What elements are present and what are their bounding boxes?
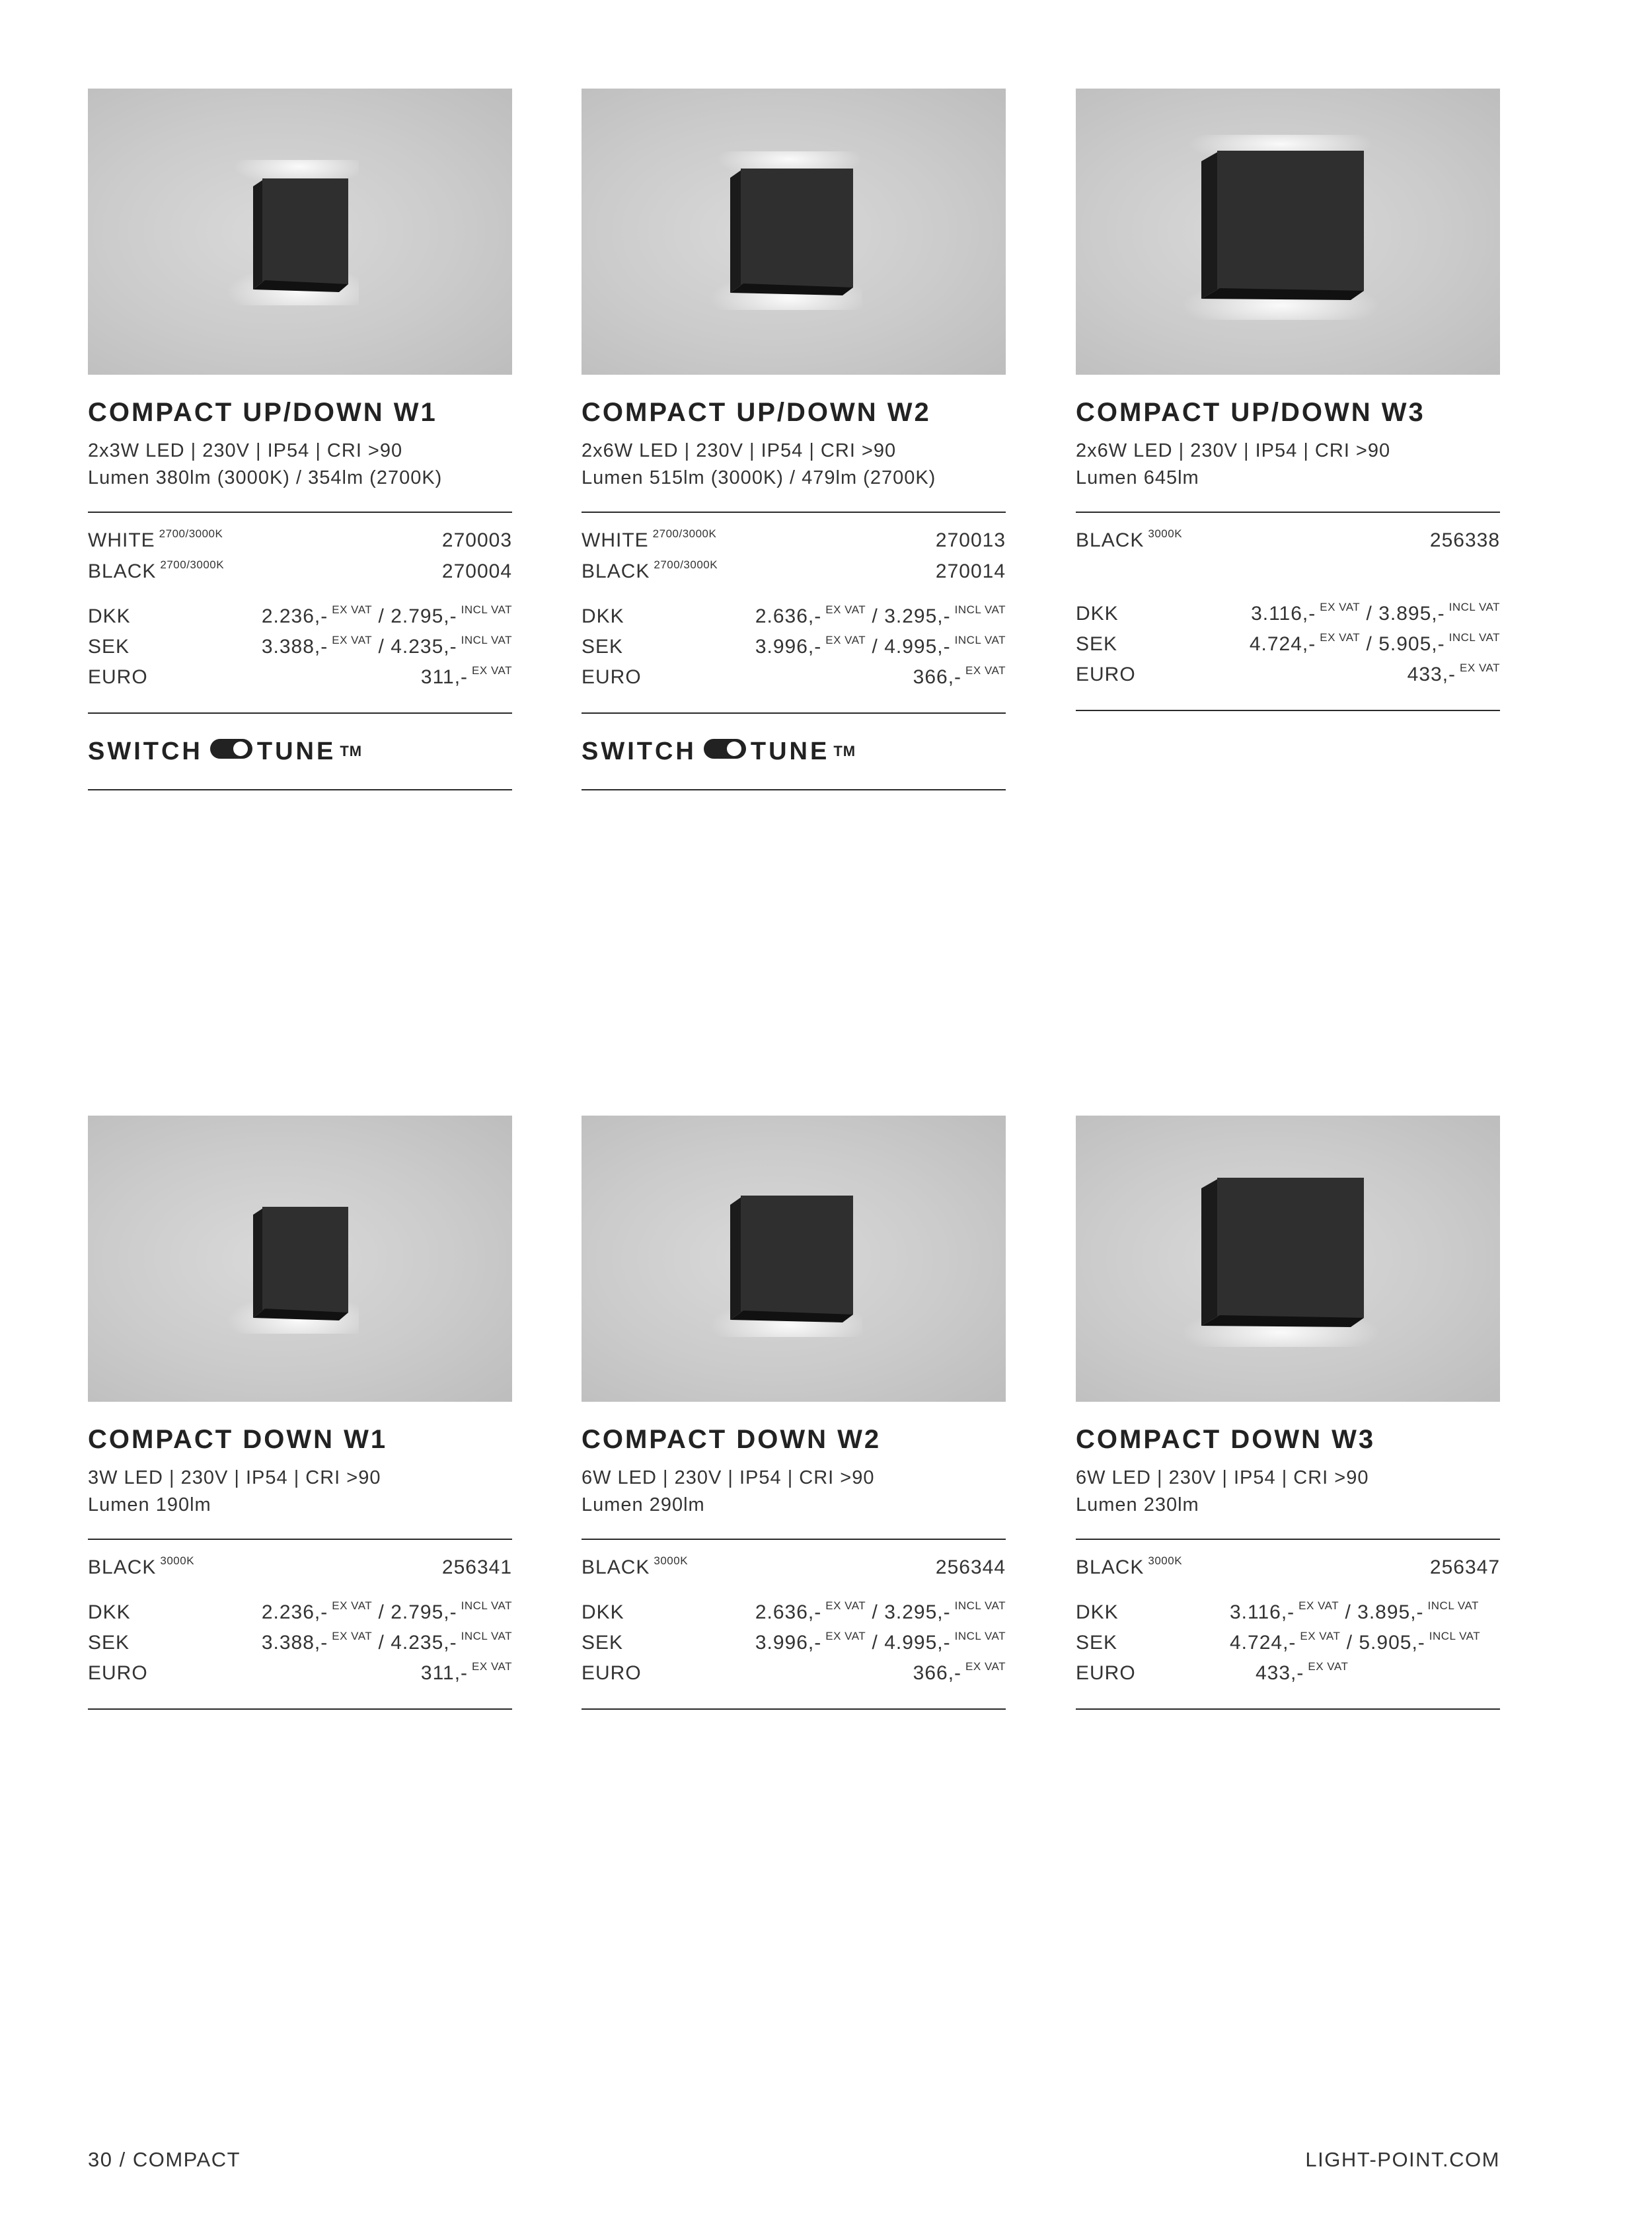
article-number: 256344 xyxy=(935,1556,1006,1578)
price-row-euro: EURO 433,- $^{EX VAT}$ xyxy=(1076,662,1500,685)
divider xyxy=(88,1708,512,1710)
variant-row: BLACK $^{3000K}$ 256338 xyxy=(1076,526,1500,557)
price-table xyxy=(88,603,512,694)
wall-lamp-image xyxy=(1168,135,1380,320)
variant-row: BLACK $^{3000K}$ 256341 xyxy=(88,1553,512,1584)
product-photo xyxy=(88,1116,512,1402)
variant-list xyxy=(582,526,1006,588)
product-lumen: Lumen 515lm (3000K) / 479lm (2700K) xyxy=(582,467,936,488)
price-row-sek: SEK 4.724,- $^{EX VAT}$ / 5.905,- $^{INCL VAT}$ xyxy=(1076,1630,1481,1654)
wall-lamp-image xyxy=(704,1178,862,1337)
price-table xyxy=(582,603,1006,694)
product-lumen: Lumen 230lm xyxy=(1076,1494,1199,1515)
price-row-dkk: DKK 2.636,- $^{EX VAT}$ / 3.295,- $^{INCL VAT}$ xyxy=(582,603,1006,627)
product-photo xyxy=(582,1116,1006,1402)
product-title: COMPACT DOWN W3 xyxy=(1076,1425,1376,1454)
price-row-dkk: DKK 2.236,- $^{EX VAT}$ / 2.795,- $^{INCL VAT}$ xyxy=(88,603,512,627)
price-table xyxy=(1076,600,1500,691)
price-table xyxy=(1076,1599,1500,1690)
price-row-dkk: DKK 3.116,- $^{EX VAT}$ / 3.895,- $^{INCL VAT}$ xyxy=(1076,1599,1479,1623)
product-card-compact-updown-w3 xyxy=(1076,89,1500,711)
wall-lamp-image xyxy=(704,151,862,310)
price-table xyxy=(88,1599,512,1690)
product-card-compact-updown-w2 xyxy=(582,89,1006,790)
variant-list xyxy=(1076,526,1500,586)
divider xyxy=(582,789,1006,790)
product-spec: 3W LED | 230V | IP54 | CRI >90 xyxy=(88,1467,381,1488)
price-row-dkk: DKK 2.236,- $^{EX VAT}$ / 2.795,- $^{INCL VAT}$ xyxy=(88,1599,512,1623)
variant-row: BLACK $^{3000K}$ 256347 xyxy=(1076,1553,1500,1584)
product-photo xyxy=(1076,89,1500,375)
product-title: COMPACT UP/DOWN W3 xyxy=(1076,398,1425,427)
price-table xyxy=(582,1599,1006,1690)
product-lumen: Lumen 290lm xyxy=(582,1494,705,1515)
divider xyxy=(88,789,512,790)
article-number: 270003 xyxy=(441,529,512,551)
price-row-euro: EURO 366,- $^{EX VAT}$ xyxy=(582,1660,1006,1684)
variant-row: BLACK $^{3000K}$ 256344 xyxy=(582,1553,1006,1584)
page-footer-label: 30 / COMPACT xyxy=(88,2148,241,2171)
article-number: 256341 xyxy=(441,1556,512,1578)
price-row-sek: SEK 4.724,- $^{EX VAT}$ / 5.905,- $^{INCL VAT}$ xyxy=(1076,631,1500,655)
product-photo xyxy=(1076,1116,1500,1402)
price-row-sek: SEK 3.388,- $^{EX VAT}$ / 4.235,- $^{INCL VAT}$ xyxy=(88,1630,512,1654)
wall-lamp-image xyxy=(220,160,359,305)
divider xyxy=(1076,512,1500,513)
wall-lamp-image xyxy=(1168,1162,1380,1347)
product-spec: 6W LED | 230V | IP54 | CRI >90 xyxy=(582,1467,875,1488)
price-row-sek: SEK 3.996,- $^{EX VAT}$ / 4.995,- $^{INCL VAT}$ xyxy=(582,634,1006,658)
product-card-compact-down-w3 xyxy=(1076,1116,1500,1710)
price-row-euro: EURO 366,- $^{EX VAT}$ xyxy=(582,664,1006,688)
product-spec: 2x6W LED | 230V | IP54 | CRI >90 xyxy=(582,440,897,461)
variant-list xyxy=(88,526,512,588)
variant-list xyxy=(582,1553,1006,1584)
product-lumen: Lumen 380lm (3000K) / 354lm (2700K) xyxy=(88,467,443,488)
divider xyxy=(1076,710,1500,711)
price-row-sek: SEK 3.996,- $^{EX VAT}$ / 4.995,- $^{INCL VAT}$ xyxy=(582,1630,1006,1654)
article-number: 270004 xyxy=(441,560,512,582)
product-spec: 6W LED | 230V | IP54 | CRI >90 xyxy=(1076,1467,1369,1488)
product-title: COMPACT UP/DOWN W2 xyxy=(582,398,931,427)
product-lumen: Lumen 645lm xyxy=(1076,467,1199,488)
divider xyxy=(1076,1539,1500,1540)
article-number: 256338 xyxy=(1429,529,1500,551)
divider xyxy=(88,712,512,714)
wall-lamp-image xyxy=(220,1188,359,1334)
product-title: COMPACT UP/DOWN W1 xyxy=(88,398,437,427)
divider xyxy=(1076,1708,1500,1710)
product-spec: 2x3W LED | 230V | IP54 | CRI >90 xyxy=(88,440,403,461)
product-photo xyxy=(88,89,512,375)
article-number: 256347 xyxy=(1429,1556,1500,1578)
article-number: 270014 xyxy=(935,560,1006,582)
price-row-euro: EURO 433,- $^{EX VAT}$ xyxy=(1076,1660,1349,1684)
divider xyxy=(582,512,1006,513)
price-row-euro: EURO 311,- $^{EX VAT}$ xyxy=(88,1660,512,1684)
price-row-dkk: DKK 2.636,- $^{EX VAT}$ / 3.295,- $^{INCL VAT}$ xyxy=(582,1599,1006,1623)
product-card-compact-down-w1 xyxy=(88,1116,512,1710)
product-photo xyxy=(582,89,1006,375)
variant-row: WHITE $^{2700/3000K}$ 270003 xyxy=(88,526,512,557)
variant-row: BLACK $^{2700/3000K}$ 270014 xyxy=(582,557,1006,588)
product-spec: 2x6W LED | 230V | IP54 | CRI >90 xyxy=(1076,440,1391,461)
product-title: COMPACT DOWN W2 xyxy=(582,1425,882,1454)
variant-list xyxy=(88,1553,512,1584)
variant-row: BLACK $^{2700/3000K}$ 270004 xyxy=(88,557,512,588)
toggle-icon xyxy=(209,738,253,766)
divider xyxy=(582,712,1006,714)
switch-tune-logo: SWITCH TUNE TM xyxy=(88,737,363,765)
variant-list xyxy=(1076,1553,1500,1584)
product-lumen: Lumen 190lm xyxy=(88,1494,211,1515)
divider xyxy=(88,1539,512,1540)
website-link[interactable]: LIGHT-POINT.COM xyxy=(1305,2148,1500,2171)
divider xyxy=(88,512,512,513)
product-card-compact-down-w2 xyxy=(582,1116,1006,1710)
article-number: 270013 xyxy=(935,529,1006,551)
toggle-icon xyxy=(703,738,747,766)
price-row-sek: SEK 3.388,- $^{EX VAT}$ / 4.235,- $^{INCL VAT}$ xyxy=(88,634,512,658)
product-title: COMPACT DOWN W1 xyxy=(88,1425,388,1454)
divider xyxy=(582,1539,1006,1540)
price-row-euro: EURO 311,- $^{EX VAT}$ xyxy=(88,664,512,688)
product-card-compact-updown-w1 xyxy=(88,89,512,790)
switch-tune-logo: SWITCH TUNE TM xyxy=(582,737,856,765)
price-row-dkk: DKK 3.116,- $^{EX VAT}$ / 3.895,- $^{INCL VAT}$ xyxy=(1076,601,1500,625)
variant-row: WHITE $^{2700/3000K}$ 270013 xyxy=(582,526,1006,557)
divider xyxy=(582,1708,1006,1710)
